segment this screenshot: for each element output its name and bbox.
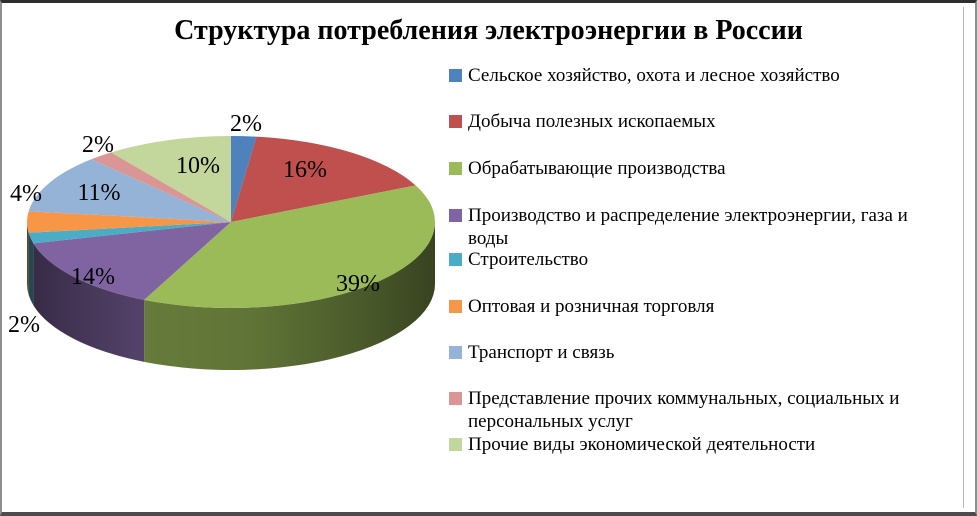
legend-label: Транспорт и связь (468, 342, 615, 363)
slice-label: 2% (230, 111, 262, 137)
legend-label: Строительство (468, 249, 589, 270)
legend-item (449, 387, 899, 433)
legend-item (449, 157, 726, 180)
slice-label: 2% (8, 312, 40, 338)
slice-label: 39% (336, 271, 380, 297)
legend (449, 3, 969, 512)
legend-swatch (449, 115, 462, 128)
legend-swatch (449, 300, 462, 313)
legend-item (449, 341, 614, 364)
slice-label: 10% (176, 153, 220, 179)
legend-item (449, 204, 908, 250)
chart-inner-border (963, 7, 964, 508)
slice-label: 4% (10, 181, 42, 207)
slice-label: 2% (82, 132, 114, 158)
pie-slice-side (27, 222, 29, 295)
legend-swatch (449, 392, 462, 405)
legend-label: Производство и распределение электроэнергии, газа и воды (468, 205, 908, 249)
legend-label: Представление прочих коммунальных, социальных и персональных услуг (468, 388, 900, 432)
pie-slice-side (29, 233, 34, 306)
legend-swatch (449, 346, 462, 359)
legend-item (449, 64, 840, 87)
legend-swatch (449, 438, 462, 451)
legend-item (449, 295, 714, 318)
legend-item (449, 110, 716, 133)
chart-title: Структура потребления электроэнергии в России (174, 15, 803, 46)
legend-label: Оптовая и розничная торговля (468, 296, 715, 317)
legend-label: Прочие виды экономической деятельности (468, 434, 816, 455)
legend-label: Обрабатывающие производства (468, 158, 726, 179)
legend-item (449, 433, 815, 456)
slice-label: 11% (77, 180, 121, 206)
legend-item (449, 248, 588, 271)
slice-label: 16% (283, 157, 327, 183)
legend-swatch (449, 69, 462, 82)
legend-label: Сельское хозяйство, охота и лесное хозяйство (468, 65, 840, 86)
slice-label: 14% (71, 264, 115, 290)
legend-swatch (449, 253, 462, 266)
legend-swatch (449, 209, 462, 222)
legend-label: Добыча полезных ископаемых (468, 111, 716, 132)
legend-swatch (449, 162, 462, 175)
